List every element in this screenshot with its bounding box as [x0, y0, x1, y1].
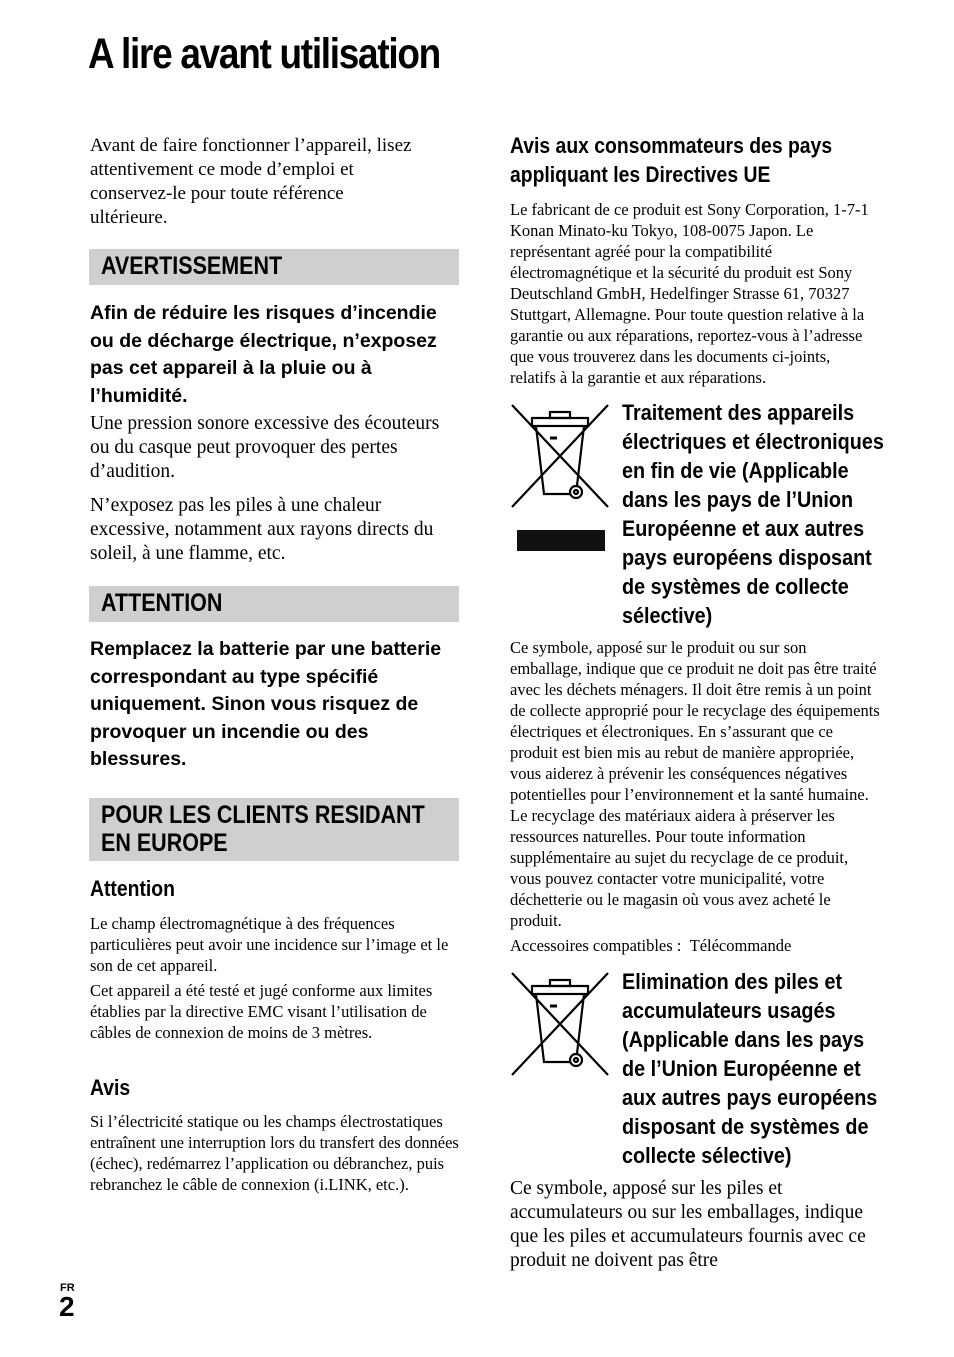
accessories-line [510, 935, 791, 956]
attention-warning-text: Remplacez la batterie par une batterie correspondant au type spécifié uniquement. Sinon vous risquez de provoquer un incendie ou des blessures. [90, 638, 442, 770]
avertissement-paragraph-2: N’exposez pas les piles à une chaleur excessive, notamment aux rayons directs du soleil, à une flamme, etc. [90, 495, 434, 564]
elimination-heading-line: collecte sélective) [622, 1143, 792, 1168]
bin-underline-bar [517, 530, 605, 551]
elimination-heading-line: disposant de systèmes de [622, 1114, 869, 1139]
europe-heading-band [89, 798, 459, 861]
avertissement-warning-text: Afin de réduire les risques d’incendie ou de décharge électrique, n’exposez pas cet appareil à la pluie ou à l’humidité. [90, 302, 437, 407]
elimination-heading-line: aux autres pays européens [622, 1085, 878, 1110]
ue-heading-line-1: Avis aux consommateurs des pays [510, 133, 833, 158]
elimination-heading [622, 967, 877, 1170]
avertissement-heading: AVERTISSEMENT [101, 252, 283, 280]
page-number: 2 [59, 1291, 75, 1322]
europe-attention-paragraph-1: Le champ électromagnétique à des fréquences particulières peut avoir une incidence sur l’image et le son de cet appareil. [90, 914, 449, 975]
avertissement-heading-band [89, 249, 459, 285]
attention-heading-band [89, 586, 459, 622]
traitement-heading-line: électriques et électroniques [622, 429, 884, 454]
traitement-heading-line: Européenne et aux autres [622, 516, 865, 541]
elimination-heading-line: accumulateurs usagés [622, 998, 836, 1023]
ue-paragraph: Le fabricant de ce produit est Sony Corporation, 1-7-1 Konan Minato-ku Tokyo, 108-0075 Japon. Le représentant agréé pour la compatibilité électromagnétique et la sécurité du produit est Sony Deutschland GmbH, Hedelfinger Strasse 61, 70327 Stuttgart, Allemagne. Pour toute question relative à la garantie ou aux réparations, reportez-vous à l’adresse que vous trouverez dans les documents ci-joints, relatifs à la garantie et aux réparations. [510, 200, 869, 387]
traitement-paragraph: Ce symbole, apposé sur le produit ou sur son emballage, indique que ce produit ne doit pas être traité avec les déchets ménagers. Il doit être remis à un point de collecte approprié pour le recyclage des équipements électriques et électroniques. En s’assurant que ce produit est bien mis au rebut de manière appropriée, vous aiderez à prévenir les conséquences négatives potentielles pour l’environnement et la santé humaine. Le recyclage des matériaux aidera à préserver les ressources naturelles. Pour toute information supplémentaire au sujet du recyclage de ce produit, vous pouvez contacter votre municipalité, votre déchetterie ou le magasin où vous avez acheté le produit. [510, 638, 880, 930]
traitement-heading [622, 398, 884, 630]
traitement-heading-line: sélective) [622, 603, 713, 628]
crossed-bin-battery-icon [510, 970, 610, 1080]
europe-avis-paragraph: Si l’électricité statique ou les champs électrostatiques entraînent une interruption lors du transfert des données (échec), redémarrez l’application ou débranchez, puis rebranchez le câble de connexion (i.LINK, etc.). [90, 1112, 459, 1194]
europe-heading-line-1: POUR LES CLIENTS RESIDANT [101, 801, 425, 829]
avertissement-paragraph-1: Une pression sonore excessive des écouteurs ou du casque peut provoquer des pertes d’audition. [90, 413, 440, 482]
elimination-heading-line: Elimination des piles et [622, 969, 843, 994]
crossed-bin-icon [510, 402, 610, 512]
europe-avis-title: Avis [90, 1075, 131, 1100]
language-code: FR [60, 1282, 75, 1294]
traitement-heading-line: pays européens disposant [622, 545, 872, 570]
attention-heading: ATTENTION [101, 589, 223, 617]
ue-heading-line-2: appliquant les Directives UE [510, 162, 771, 187]
traitement-heading-line: de systèmes de collecte [622, 574, 849, 599]
elimination-paragraph: Ce symbole, apposé sur les piles et accumulateurs ou sur les emballages, indique que les piles et accumulateurs fournis avec ce produit ne doivent pas être [510, 1178, 866, 1271]
europe-heading-line-2: EN EUROPE [101, 829, 228, 857]
europe-attention-title: Attention [90, 876, 175, 901]
traitement-heading-line: Traitement des appareils [622, 400, 855, 425]
page-title: A lire avant utilisation [88, 30, 440, 78]
accessories-value: Télécommande [689, 936, 792, 955]
europe-attention-paragraph-2: Cet appareil a été testé et jugé conforme aux limites établies par la directive EMC visant l’utilisation de câbles de connexion de moins de 3 mètres. [90, 981, 433, 1042]
intro-paragraph: Avant de faire fonctionner l’appareil, lisez attentivement ce mode d’emploi et conservez-le pour toute référence ultérieure. [90, 135, 412, 228]
traitement-heading-line: dans les pays de l’Union [622, 487, 854, 512]
elimination-heading-line: (Applicable dans les pays [622, 1027, 865, 1052]
elimination-heading-line: de l’Union Européenne et [622, 1056, 861, 1081]
traitement-heading-line: en fin de vie (Applicable [622, 458, 849, 483]
accessories-label: Accessoires compatibles : [510, 936, 682, 955]
